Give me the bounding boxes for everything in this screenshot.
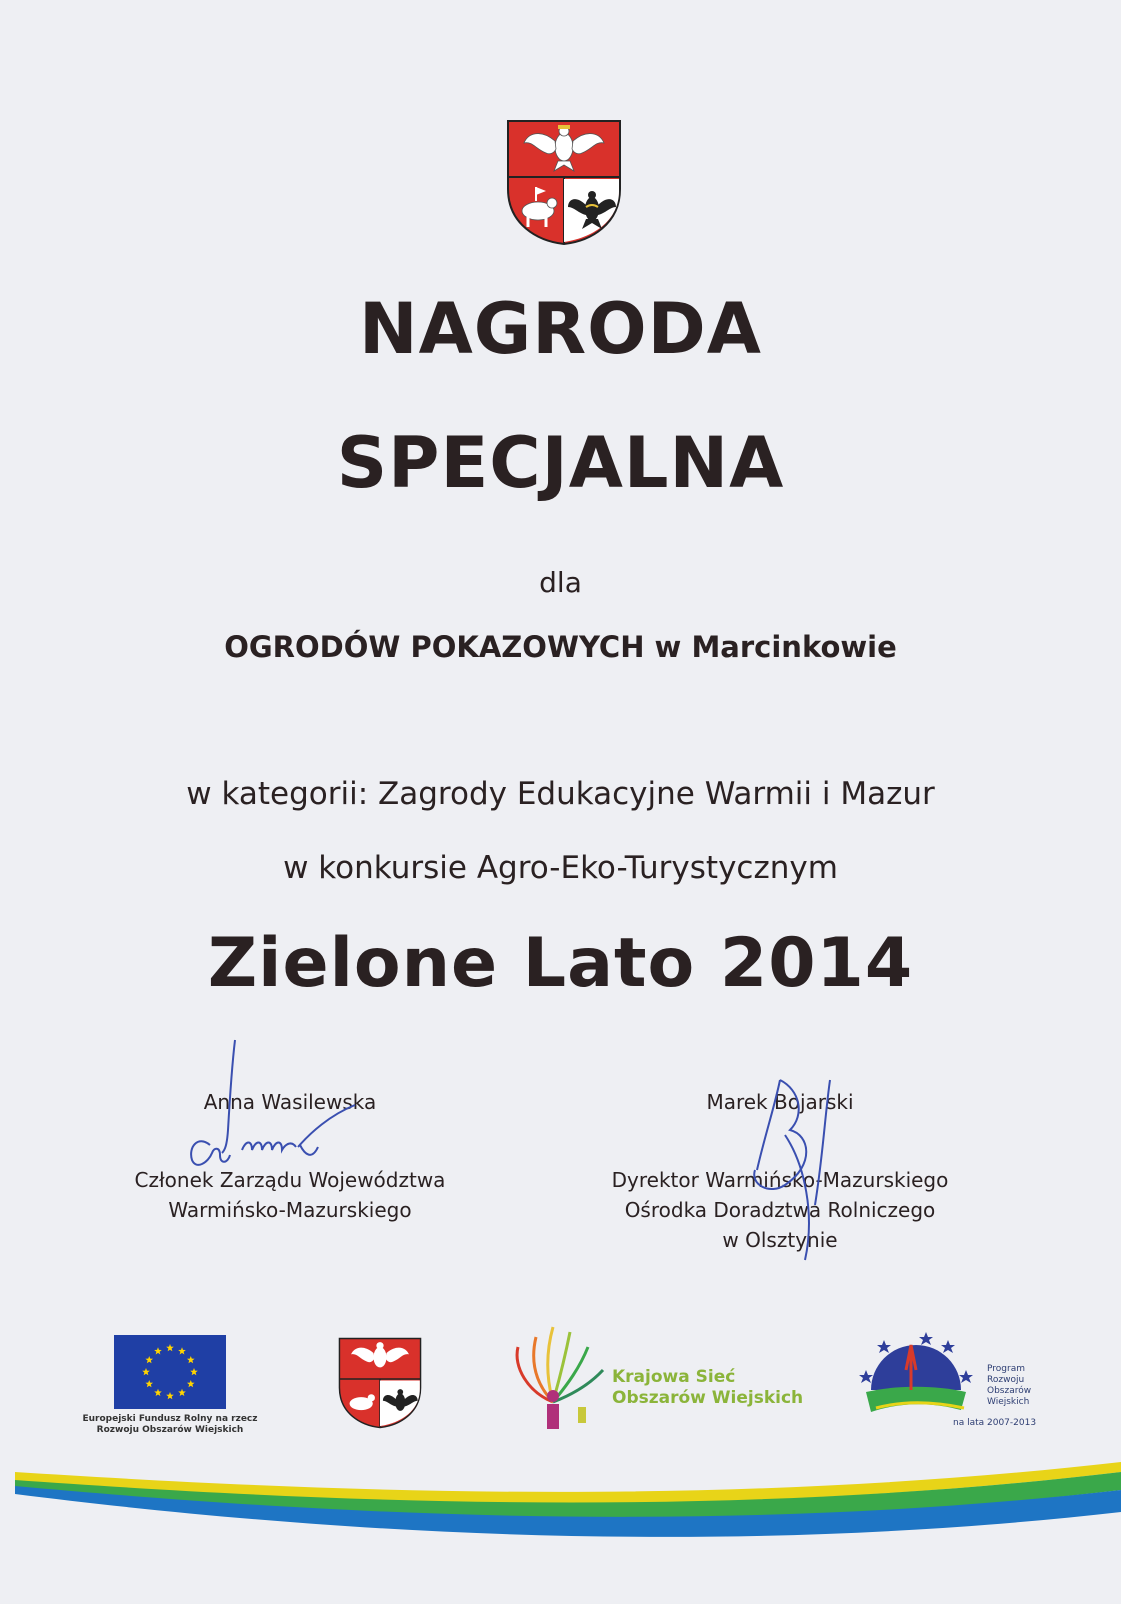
- left-handwritten-signature: [180, 1035, 370, 1189]
- prow-line2: Rozwoju: [987, 1375, 1025, 1385]
- recipient-name: OGRODÓW POKAZOWYCH w Marcinkowie: [224, 630, 897, 664]
- coat-of-arms-small-icon: [338, 1337, 422, 1433]
- ksow-line2: Obszarów Wiejskich: [612, 1388, 804, 1408]
- left-role-line2: Warmińsko-Mazurskiego: [168, 1198, 412, 1222]
- left-role-line1: Członek Zarządu Województwa: [134, 1168, 446, 1192]
- contest-line: w konkursie Agro-Eko-Turystycznym: [283, 850, 838, 886]
- ksow-line1: Krajowa Sieć: [612, 1367, 736, 1387]
- category-line: w kategorii: Zagrody Edukacyjne Warmii i Mazur: [186, 776, 935, 812]
- right-role-line2: Ośrodka Doradztwa Rolniczego: [624, 1198, 936, 1222]
- for-word: dla: [539, 566, 582, 599]
- prow-logo-icon: [856, 1330, 976, 1424]
- prow-line4: Wiejskich: [987, 1397, 1030, 1407]
- eu-fund-caption: [82, 1414, 258, 1436]
- prow-logo-text: [987, 1364, 1031, 1408]
- ksow-logo-icon: [508, 1322, 613, 1436]
- prow-line3: Obszarów: [987, 1386, 1032, 1396]
- event-title: Zielone Lato 2014: [207, 924, 914, 1003]
- right-role-line1: Dyrektor Warmińsko-Mazurskiego: [611, 1168, 949, 1192]
- left-signatory-name: Anna Wasilewska: [203, 1090, 377, 1114]
- eu-caption-line1: Europejski Fundusz Rolny na rzecz: [82, 1414, 258, 1424]
- ksow-logo-text: [612, 1367, 803, 1409]
- right-role-line3: w Olsztynie: [722, 1228, 838, 1252]
- award-title-line2: SPECJALNA: [336, 422, 785, 504]
- eu-flag-logo: [114, 1335, 226, 1413]
- prow-line1: Program: [987, 1364, 1025, 1374]
- award-title-line1: NAGRODA: [359, 288, 762, 370]
- right-handwritten-signature: [745, 1075, 855, 1274]
- decorative-wave-stripes: [0, 1450, 1121, 1604]
- coat-of-arms-icon: [506, 119, 622, 250]
- prow-period: na lata 2007-2013: [953, 1418, 1037, 1428]
- right-signatory-name: Marek Bojarski: [706, 1090, 854, 1114]
- eu-caption-line2: Rozwoju Obszarów Wiejskich: [96, 1425, 244, 1435]
